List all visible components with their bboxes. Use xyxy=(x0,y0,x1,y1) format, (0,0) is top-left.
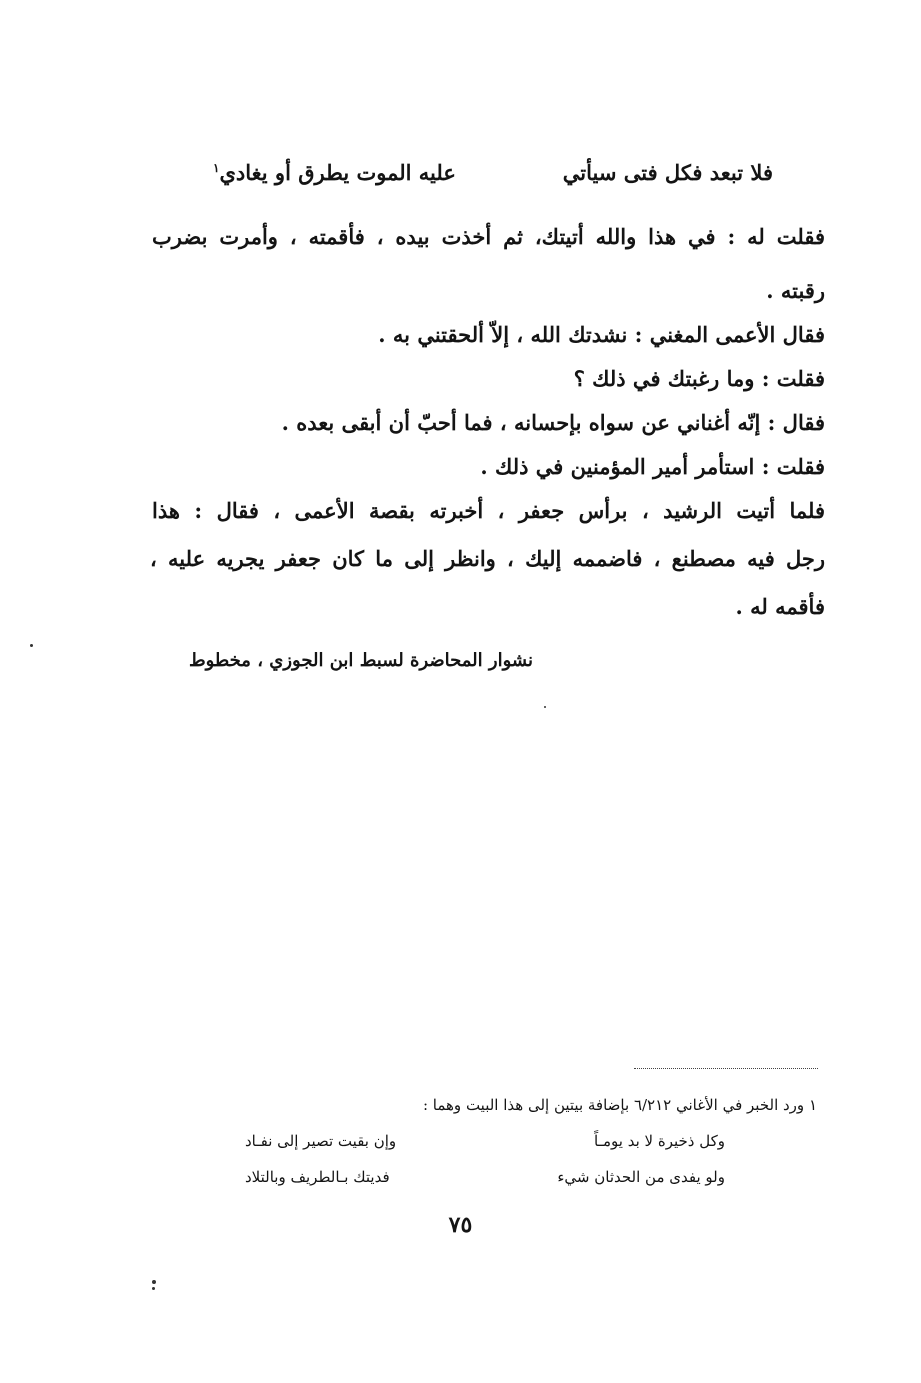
paragraph-1-line-1: فقلت له : في هذا والله أتيتك، ثم أخذت بيده ، فأقمته ، وأمرت بضرب xyxy=(152,224,825,249)
verse-first-hemistich: فلا تبعد فكل فتى سيأتي xyxy=(562,160,773,185)
footnote-verse-2-second-hemistich: فديتك بـالطريف وبالتلاد xyxy=(245,1168,390,1186)
source-citation: نشوار المحاضرة لسبط ابن الجوزي ، مخطوط xyxy=(188,650,533,671)
verse-second-hemistich xyxy=(213,160,456,185)
footnote-marker: ١ xyxy=(213,161,220,175)
footnote-separator xyxy=(634,1068,818,1069)
paragraph-3-line-1: فقلت : وما رغبتك في ذلك ؟ xyxy=(573,366,825,391)
paragraph-4-line-1: فقال : إنّه أغناني عن سواه بإحسانه ، فما أحبّ أن أبقى بعده . xyxy=(281,410,825,435)
scan-speck xyxy=(30,644,33,647)
paragraph-2-line-1: فقال الأعمى المغني : نشدتك الله ، إلاّ ألحقتني به . xyxy=(378,322,825,347)
footnote-verse-2-first-hemistich: ولو يفدى من الحدثان شيء xyxy=(557,1168,725,1186)
scan-speck xyxy=(544,706,546,708)
page-number: ٧٥ xyxy=(448,1212,473,1238)
scan-speck xyxy=(152,1280,156,1284)
paragraph-5-line-1: فقلت : استأمر أمير المؤمنين في ذلك . xyxy=(480,454,825,479)
poem-verse xyxy=(213,160,773,194)
paragraph-1-line-2: رقبته . xyxy=(766,278,825,303)
paragraph-6-line-3: فأقمه له . xyxy=(735,594,825,619)
footnote-verse-1-first-hemistich: وكل ذخيرة لا بد يومـاً xyxy=(594,1132,725,1150)
footnote-intro: ١ ورد الخبر في الأغاني ٦/٢١٢ بإضافة بيتين إلى هذا البيت وهما : xyxy=(422,1096,817,1114)
paragraph-6-line-1: فلما أتيت الرشيد ، برأس جعفر ، أخبرته بقصة الأعمى ، فقال : هذا xyxy=(152,498,825,523)
footnote-verse-1-second-hemistich: وإن بقيت تصير إلى نفـاد xyxy=(245,1132,397,1150)
scan-speck xyxy=(152,1287,155,1290)
footnote-verse-1 xyxy=(245,1132,725,1156)
paragraph-6-line-2: رجل فيه مصطنع ، فاضممه إليك ، وانظر إلى ما كان جعفر يجريه عليه ، xyxy=(150,546,825,571)
footnote-verse-2 xyxy=(245,1168,725,1192)
verse-second-hemistich-text: عليه الموت يطرق أو يغادي xyxy=(219,160,456,185)
